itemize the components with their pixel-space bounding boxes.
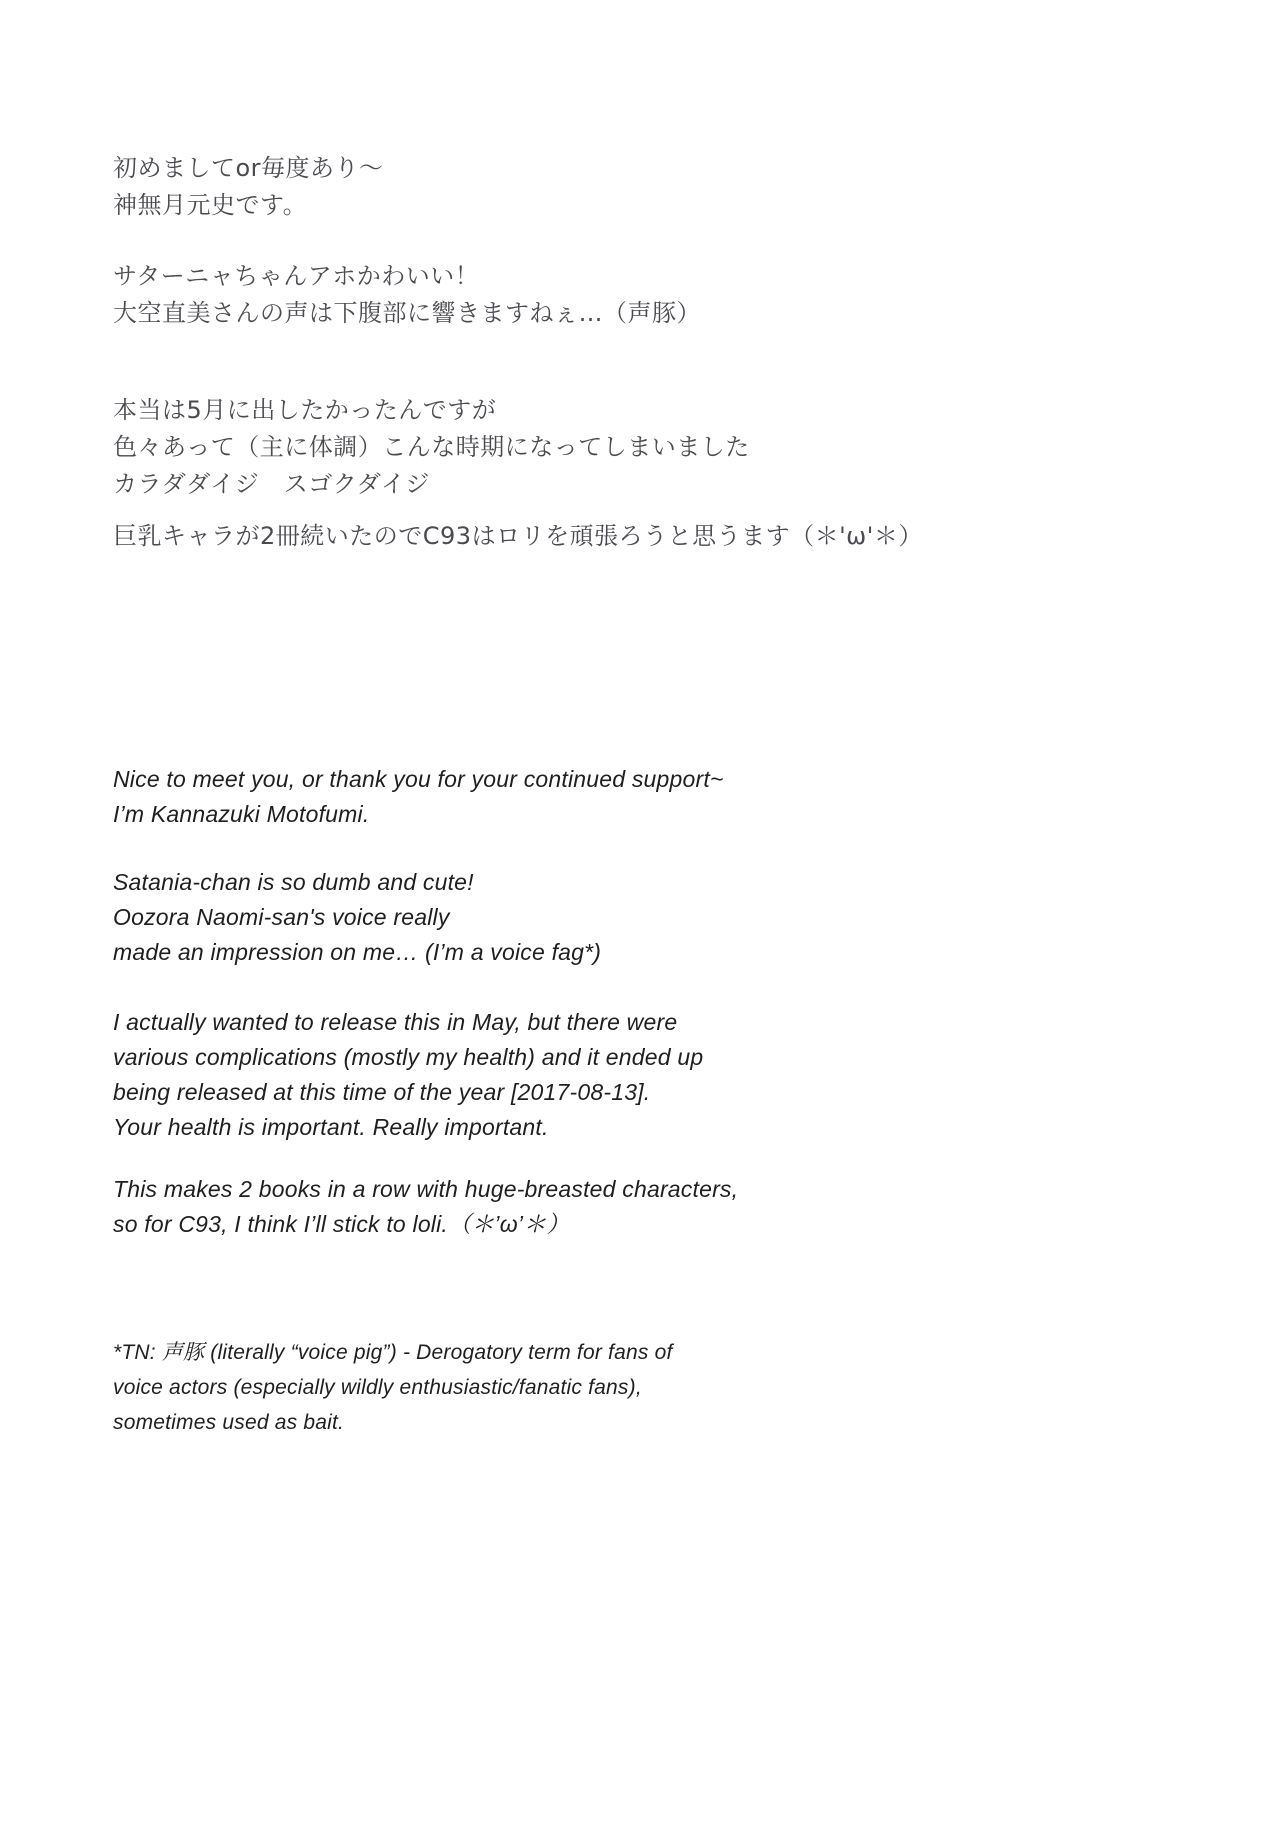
japanese-paragraph	[113, 392, 923, 503]
japanese-line: 大空直美さんの声は下腹部に響きますねぇ…（声豚）	[113, 299, 701, 327]
japanese-paragraph	[113, 150, 923, 224]
english-line: various complications (mostly my health) and it ended up	[113, 1044, 704, 1070]
english-line: This makes 2 books in a row with huge-breasted characters,	[113, 1176, 739, 1202]
japanese-paragraph	[113, 518, 923, 555]
english-line: made an impression on me… (I’m a voice fag*)	[113, 939, 602, 965]
japanese-paragraph	[113, 258, 923, 332]
japanese-line: カラダダイジ スゴクダイジ	[113, 470, 430, 498]
english-line: so for C93, I think I’ll stick to loli.（＊’ω’＊）	[113, 1211, 570, 1237]
english-line: Oozora Naomi-san's voice really	[113, 904, 450, 930]
english-translation	[113, 762, 738, 1242]
footnote-line: sometimes used as bait.	[113, 1411, 345, 1434]
english-line: Satania-chan is so dumb and cute!	[113, 869, 474, 895]
japanese-line: 色々あって（主に体調）こんな時期になってしまいました	[113, 433, 750, 461]
english-paragraph	[113, 1005, 738, 1145]
japanese-line: 神無月元史です。	[113, 191, 308, 219]
japanese-line: 初めましてor毎度あり～	[113, 154, 384, 182]
footnote-line: voice actors (especially wildly enthusiastic/fanatic fans),	[113, 1376, 642, 1399]
english-paragraph	[113, 1172, 738, 1242]
english-line: Nice to meet you, or thank you for your continued support~	[113, 766, 724, 792]
english-paragraph	[113, 762, 738, 832]
translator-note	[113, 1335, 673, 1440]
footnote-line: *TN: 声豚 (literally “voice pig”) - Derogatory term for fans of	[113, 1341, 673, 1364]
english-line: I actually wanted to release this in May, but there were	[113, 1009, 678, 1035]
english-line: being released at this time of the year [2017-08-13].	[113, 1079, 651, 1105]
japanese-line: サターニャちゃんアホかわいい！	[113, 262, 480, 290]
english-line: I’m Kannazuki Motofumi.	[113, 801, 370, 827]
japanese-line: 本当は5月に出したかったんですが	[113, 396, 497, 424]
english-paragraph	[113, 865, 738, 970]
english-line: Your health is important. Really important.	[113, 1114, 549, 1140]
japanese-afterword	[113, 150, 923, 555]
japanese-line: 巨乳キャラが2冊続いたのでC93はロリを頑張ろうと思うます（＊'ω'＊）	[113, 522, 923, 550]
